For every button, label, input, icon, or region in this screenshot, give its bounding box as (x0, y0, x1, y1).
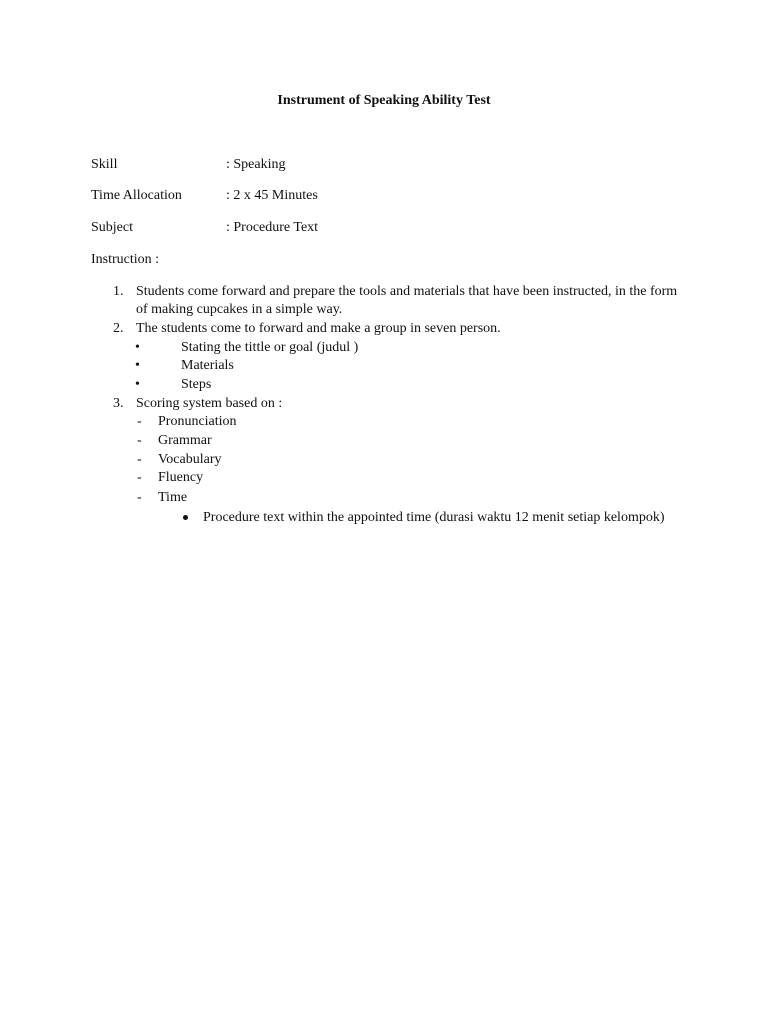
dash-item: Grammar (158, 433, 212, 448)
dash-marker: - (137, 414, 142, 429)
dash-marker: - (137, 452, 142, 467)
dash-item: Pronunciation (158, 414, 237, 429)
dash-marker: - (137, 470, 142, 485)
dash-item: Time (158, 490, 188, 505)
document-title: Instrument of Speaking Ability Test (277, 93, 491, 108)
bullet-marker: • (135, 358, 140, 373)
list-item-line: The students come to forward and make a group in seven person. (136, 321, 501, 336)
field-label: Skill (91, 157, 118, 172)
bullet-item: Materials (181, 358, 234, 373)
list-item-line: of making cupcakes in a simple way. (136, 302, 343, 317)
bullet-item: Stating the tittle or goal (judul ) (181, 340, 359, 355)
sub-bullet-item: Procedure text within the appointed time (durasi waktu 12 menit setiap kelompok) (203, 510, 665, 525)
list-item-line: Scoring system based on : (136, 396, 283, 411)
field-value: : Procedure Text (226, 220, 319, 235)
list-number: 3. (113, 396, 124, 411)
list-item-line: Students come forward and prepare the tools and materials that have been instructed, in the form (136, 284, 678, 299)
bullet-marker: • (135, 377, 140, 392)
bullet-item: Steps (181, 377, 212, 392)
field-value: : Speaking (226, 157, 286, 172)
dash-item: Vocabulary (158, 452, 222, 467)
field-label: Time Allocation (91, 188, 182, 203)
sub-bullet-dot-icon (183, 515, 188, 520)
field-value: : 2 x 45 Minutes (226, 188, 318, 203)
field-label: Subject (91, 220, 133, 235)
list-number: 2. (113, 321, 124, 336)
instruction-label: Instruction : (91, 252, 160, 267)
dash-marker: - (137, 433, 142, 448)
bullet-marker: • (135, 340, 140, 355)
dash-marker: - (137, 490, 142, 505)
dash-item: Fluency (158, 470, 204, 485)
list-number: 1. (113, 284, 124, 299)
